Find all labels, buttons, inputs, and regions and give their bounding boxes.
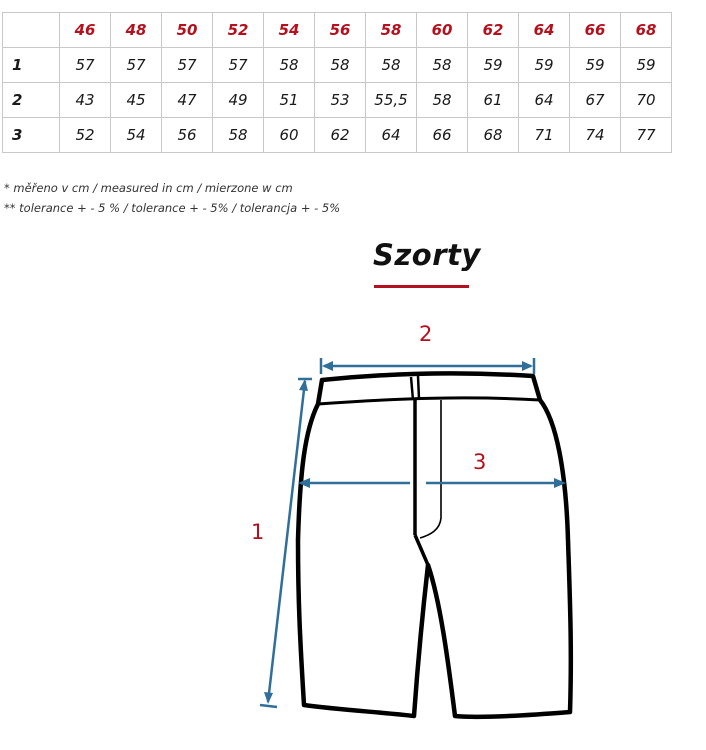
table-cell: 47 [162,83,213,118]
table-cell: 64 [366,118,417,153]
size-58-header: 58 [366,13,417,48]
waist-measure-label: 2 [419,322,433,346]
table-cell: 57 [60,48,111,83]
table-cell: 71 [519,118,570,153]
table-cell: 59 [570,48,621,83]
table-cell: 51 [264,83,315,118]
table-cell: 56 [162,118,213,153]
row-label: 2 [3,83,60,118]
row-label: 1 [3,48,60,83]
size-68-header: 68 [621,13,672,48]
size-56-header: 56 [315,13,366,48]
size-62-header: 62 [468,13,519,48]
table-cell: 62 [315,118,366,153]
table-cell: 58 [213,118,264,153]
table-cell: 58 [264,48,315,83]
size-50-header: 50 [162,13,213,48]
table-cell: 67 [570,83,621,118]
table-cell: 59 [621,48,672,83]
table-cell: 59 [519,48,570,83]
size-66-header: 66 [570,13,621,48]
table-cell: 45 [111,83,162,118]
table-cell: 74 [570,118,621,153]
length-measure-label: 1 [251,520,265,544]
table-cell: 70 [621,83,672,118]
table-cell: 43 [60,83,111,118]
table-cell: 60 [264,118,315,153]
table-cell: 57 [111,48,162,83]
table-cell: 64 [519,83,570,118]
table-cell: 58 [315,48,366,83]
table-cell: 66 [417,118,468,153]
shorts-outline [298,373,571,716]
note-tolerance: ** tolerance + - 5 % / tolerance + - 5% / tolerancja + - 5% [4,201,341,215]
waistband-center-right [418,376,419,399]
table-cell: 53 [315,83,366,118]
size-52-header: 52 [213,13,264,48]
table-cell: 54 [111,118,162,153]
table-cell: 61 [468,83,519,118]
size-54-header: 54 [264,13,315,48]
hip-measure-label: 3 [473,450,487,474]
size-48-header: 48 [111,13,162,48]
table-cell: 59 [468,48,519,83]
size-64-header: 64 [519,13,570,48]
table-cell: 52 [60,118,111,153]
note-measured-in-cm: * měřeno v cm / measured in cm / mierzone w cm [4,181,293,195]
table-cell: 58 [417,83,468,118]
table-cell: 77 [621,118,672,153]
size-46-header: 46 [60,13,111,48]
table-cell: 58 [417,48,468,83]
table-cell: 58 [366,48,417,83]
size-60-header: 60 [417,13,468,48]
table-cell: 55,5 [366,83,417,118]
table-cell: 57 [162,48,213,83]
product-title: Szorty [373,238,481,272]
table-cell: 49 [213,83,264,118]
table-cell: 57 [213,48,264,83]
table-cell: 68 [468,118,519,153]
row-label: 3 [3,118,60,153]
